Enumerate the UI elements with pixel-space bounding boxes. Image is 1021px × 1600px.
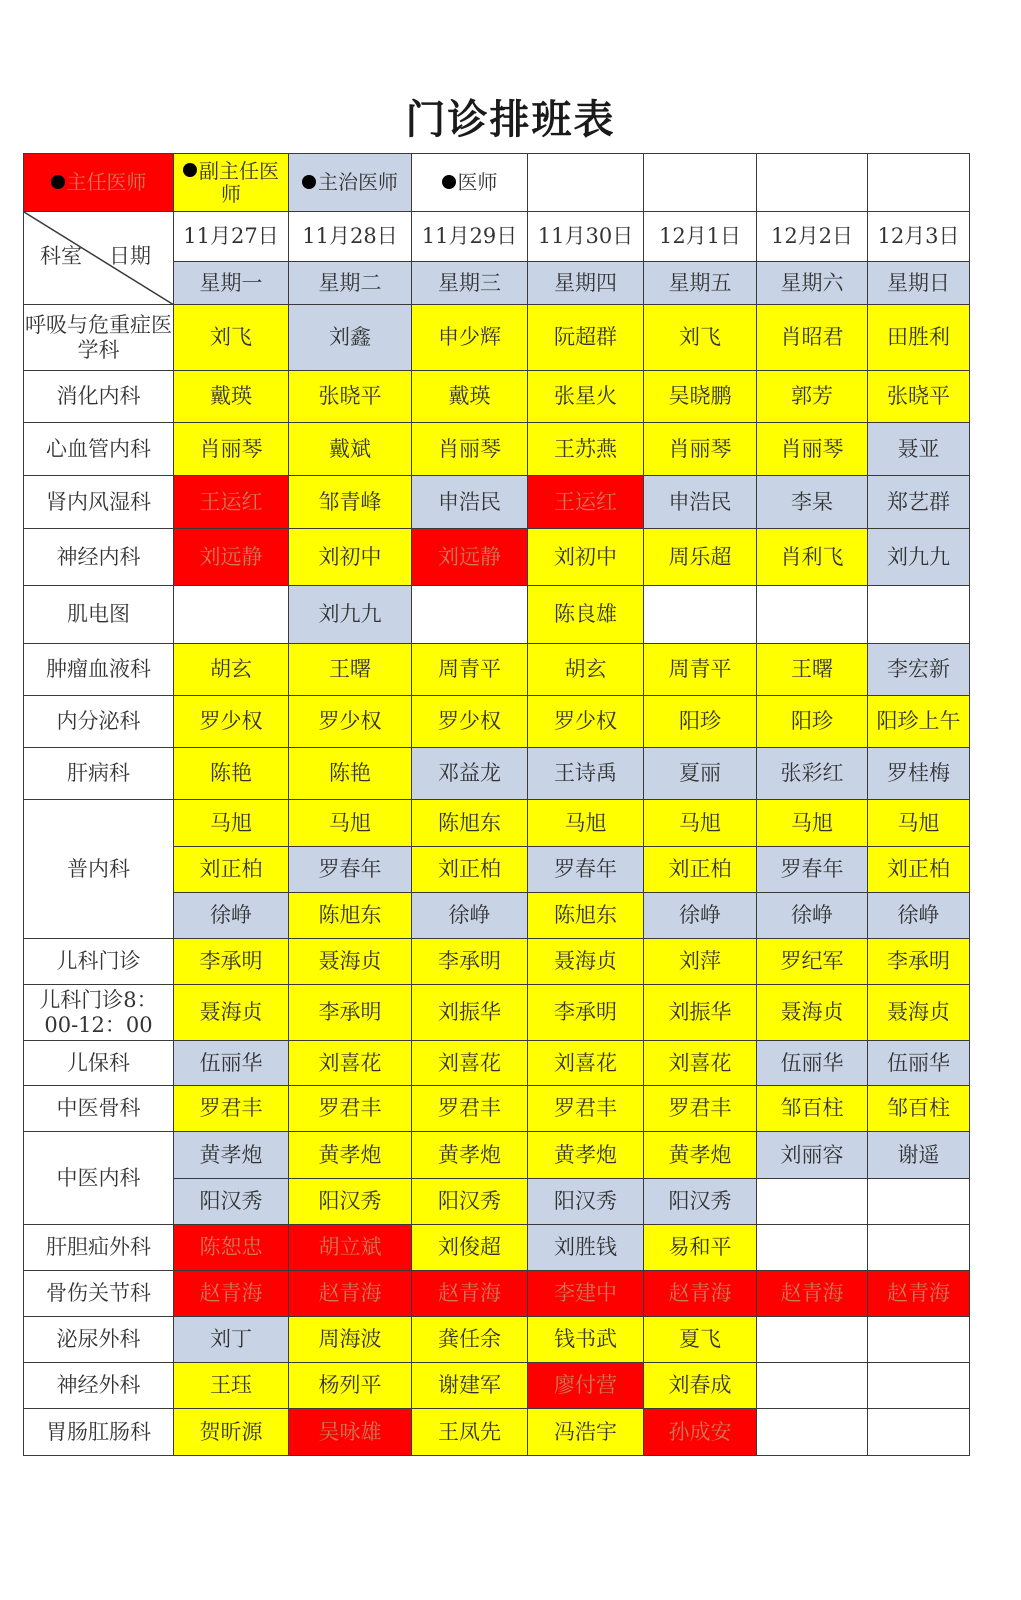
doctor-cell: 王珏 xyxy=(174,1363,289,1409)
doctor-cell: 阳汉秀 xyxy=(174,1179,289,1225)
doctor-cell: 马旭 xyxy=(868,800,970,847)
bullet-icon xyxy=(442,175,456,189)
page-title: 门诊排班表 xyxy=(405,97,616,143)
department-cell: 泌尿外科 xyxy=(24,1317,174,1363)
doctor-cell: 刘九九 xyxy=(289,586,412,644)
doctor-cell: 胡玄 xyxy=(174,644,289,696)
doctor-cell: 刘喜花 xyxy=(528,1041,644,1086)
schedule-table xyxy=(23,153,970,1456)
doctor-cell: 罗少权 xyxy=(412,696,528,748)
doctor-cell: 肖利飞 xyxy=(757,529,868,586)
doctor-cell: 张晓平 xyxy=(289,371,412,423)
doctor-cell: 刘正柏 xyxy=(412,847,528,893)
doctor-cell: 肖丽琴 xyxy=(174,423,289,476)
schedule-row xyxy=(24,371,970,423)
doctor-cell: 申浩民 xyxy=(412,476,528,529)
doctor-cell: 刘萍 xyxy=(644,939,757,985)
doctor-cell: 赵青海 xyxy=(412,1271,528,1317)
doctor-cell: 李宏新 xyxy=(868,644,970,696)
weekday-cell: 星期三 xyxy=(412,262,528,305)
schedule-row xyxy=(24,1271,970,1317)
doctor-cell: 黄孝炮 xyxy=(528,1132,644,1179)
doctor-cell: 罗少权 xyxy=(289,696,412,748)
empty-cell xyxy=(757,1363,868,1409)
doctor-cell: 徐峥 xyxy=(174,893,289,939)
doctor-cell: 阳汉秀 xyxy=(528,1179,644,1225)
empty-cell xyxy=(757,1179,868,1225)
doctor-cell: 刘喜花 xyxy=(412,1041,528,1086)
schedule-row xyxy=(24,985,970,1041)
doctor-cell: 阮超群 xyxy=(528,305,644,371)
schedule-row xyxy=(24,529,970,586)
schedule-row xyxy=(24,586,970,644)
date-row xyxy=(24,212,970,262)
doctor-cell: 刘胜钱 xyxy=(528,1225,644,1271)
date-cell: 11月27日 xyxy=(174,212,289,262)
date-cell: 12月2日 xyxy=(757,212,868,262)
doctor-cell: 刘鑫 xyxy=(289,305,412,371)
weekday-cell: 星期日 xyxy=(868,262,970,305)
bullet-icon xyxy=(51,175,65,189)
bullet-icon xyxy=(302,175,316,189)
legend-attending xyxy=(289,154,412,212)
department-cell: 骨伤关节科 xyxy=(24,1271,174,1317)
doctor-cell: 贺昕源 xyxy=(174,1409,289,1456)
doctor-cell: 罗春年 xyxy=(528,847,644,893)
doctor-cell: 阳珍 xyxy=(757,696,868,748)
schedule-row xyxy=(24,1409,970,1456)
doctor-cell: 田胜利 xyxy=(868,305,970,371)
doctor-cell: 罗纪军 xyxy=(757,939,868,985)
doctor-cell: 李承明 xyxy=(174,939,289,985)
department-cell: 内分泌科 xyxy=(24,696,174,748)
doctor-cell: 周青平 xyxy=(412,644,528,696)
department-cell: 呼吸与危重症医学科 xyxy=(24,305,174,371)
doctor-cell: 陈旭东 xyxy=(528,893,644,939)
doctor-cell: 马旭 xyxy=(644,800,757,847)
doctor-cell: 李承明 xyxy=(528,985,644,1041)
doctor-cell: 夏丽 xyxy=(644,748,757,800)
dept-label: 科室 xyxy=(40,244,82,268)
schedule-row xyxy=(24,305,970,371)
schedule-row xyxy=(24,748,970,800)
doctor-cell: 王曙 xyxy=(289,644,412,696)
doctor-cell: 戴斌 xyxy=(289,423,412,476)
doctor-cell: 阳珍上午 xyxy=(868,696,970,748)
doctor-cell: 刘正柏 xyxy=(644,847,757,893)
doctor-cell: 赵青海 xyxy=(644,1271,757,1317)
doctor-cell: 刘正柏 xyxy=(174,847,289,893)
schedule-row xyxy=(24,1041,970,1086)
doctor-cell: 刘振华 xyxy=(644,985,757,1041)
doctor-cell: 周海波 xyxy=(289,1317,412,1363)
doctor-cell: 阳汉秀 xyxy=(644,1179,757,1225)
doctor-cell: 陈旭东 xyxy=(412,800,528,847)
doctor-cell: 刘喜花 xyxy=(289,1041,412,1086)
empty-cell xyxy=(644,154,757,212)
doctor-cell: 刘远静 xyxy=(412,529,528,586)
weekday-cell: 星期一 xyxy=(174,262,289,305)
schedule-row xyxy=(24,1086,970,1132)
doctor-cell: 赵青海 xyxy=(289,1271,412,1317)
weekday-cell: 星期四 xyxy=(528,262,644,305)
doctor-cell: 刘喜花 xyxy=(644,1041,757,1086)
schedule-row xyxy=(24,939,970,985)
doctor-cell: 李承明 xyxy=(868,939,970,985)
doctor-cell: 刘远静 xyxy=(174,529,289,586)
empty-cell xyxy=(757,154,868,212)
doctor-cell: 罗君丰 xyxy=(174,1086,289,1132)
doctor-cell: 罗君丰 xyxy=(289,1086,412,1132)
empty-cell xyxy=(868,1363,970,1409)
doctor-cell: 马旭 xyxy=(289,800,412,847)
date-label: 日期 xyxy=(109,244,151,268)
department-cell: 胃肠肛肠科 xyxy=(24,1409,174,1456)
doctor-cell: 罗春年 xyxy=(289,847,412,893)
department-cell: 神经内科 xyxy=(24,529,174,586)
doctor-cell: 肖丽琴 xyxy=(757,423,868,476)
empty-cell xyxy=(868,1317,970,1363)
legend-chief xyxy=(24,154,174,212)
empty-cell xyxy=(528,154,644,212)
doctor-cell: 王凤先 xyxy=(412,1409,528,1456)
doctor-cell: 赵青海 xyxy=(174,1271,289,1317)
doctor-cell: 刘初中 xyxy=(289,529,412,586)
doctor-cell: 周乐超 xyxy=(644,529,757,586)
department-cell: 儿科门诊8：00-12：00 xyxy=(24,985,174,1041)
doctor-cell: 刘俊超 xyxy=(412,1225,528,1271)
doctor-cell: 刘振华 xyxy=(412,985,528,1041)
department-cell: 消化内科 xyxy=(24,371,174,423)
doctor-cell: 马旭 xyxy=(528,800,644,847)
legend-physician-label: 医师 xyxy=(457,170,498,194)
doctor-cell: 陈艳 xyxy=(174,748,289,800)
doctor-cell: 聂海贞 xyxy=(174,985,289,1041)
doctor-cell: 马旭 xyxy=(174,800,289,847)
doctor-cell: 邹百柱 xyxy=(757,1086,868,1132)
department-cell: 儿科门诊 xyxy=(24,939,174,985)
doctor-cell: 罗春年 xyxy=(757,847,868,893)
doctor-cell: 阳珍 xyxy=(644,696,757,748)
bullet-icon xyxy=(183,163,197,177)
department-cell: 中医内科 xyxy=(24,1132,174,1225)
doctor-cell: 徐峥 xyxy=(757,893,868,939)
doctor-cell: 刘初中 xyxy=(528,529,644,586)
doctor-cell: 徐峥 xyxy=(644,893,757,939)
doctor-cell: 邓益龙 xyxy=(412,748,528,800)
date-cell: 12月3日 xyxy=(868,212,970,262)
department-cell: 肌电图 xyxy=(24,586,174,644)
doctor-cell: 徐峥 xyxy=(412,893,528,939)
doctor-cell: 刘正柏 xyxy=(868,847,970,893)
weekday-cell: 星期五 xyxy=(644,262,757,305)
doctor-cell: 郭芳 xyxy=(757,371,868,423)
doctor-cell: 吴咏雄 xyxy=(289,1409,412,1456)
doctor-cell: 陈旭东 xyxy=(289,893,412,939)
doctor-cell: 陈艳 xyxy=(289,748,412,800)
legend-physician xyxy=(412,154,528,212)
doctor-cell: 胡立斌 xyxy=(289,1225,412,1271)
doctor-cell: 聂海贞 xyxy=(757,985,868,1041)
department-cell: 中医骨科 xyxy=(24,1086,174,1132)
legend-chief-label: 主任医师 xyxy=(66,170,147,194)
doctor-cell: 罗君丰 xyxy=(528,1086,644,1132)
doctor-cell: 罗少权 xyxy=(528,696,644,748)
department-cell: 儿保科 xyxy=(24,1041,174,1086)
legend-associate-label: 副主任医师 xyxy=(199,158,279,206)
doctor-cell: 胡玄 xyxy=(528,644,644,696)
doctor-cell: 龚任余 xyxy=(412,1317,528,1363)
doctor-cell: 杨列平 xyxy=(289,1363,412,1409)
doctor-cell: 周青平 xyxy=(644,644,757,696)
schedule-row xyxy=(24,1317,970,1363)
doctor-cell: 李杲 xyxy=(757,476,868,529)
date-cell: 12月1日 xyxy=(644,212,757,262)
schedule-row xyxy=(24,1225,970,1271)
doctor-cell: 郑艺群 xyxy=(868,476,970,529)
doctor-cell: 伍丽华 xyxy=(868,1041,970,1086)
department-cell: 神经外科 xyxy=(24,1363,174,1409)
doctor-cell: 肖丽琴 xyxy=(412,423,528,476)
doctor-cell: 徐峥 xyxy=(868,893,970,939)
empty-cell xyxy=(757,586,868,644)
department-cell: 普内科 xyxy=(24,800,174,939)
schedule-row xyxy=(24,800,970,847)
schedule-row xyxy=(24,476,970,529)
empty-cell xyxy=(868,1409,970,1456)
doctor-cell: 刘飞 xyxy=(174,305,289,371)
doctor-cell: 王运红 xyxy=(174,476,289,529)
empty-cell xyxy=(868,1225,970,1271)
doctor-cell: 夏飞 xyxy=(644,1317,757,1363)
empty-cell xyxy=(644,586,757,644)
doctor-cell: 阳汉秀 xyxy=(289,1179,412,1225)
doctor-cell: 聂亚 xyxy=(868,423,970,476)
doctor-cell: 聂海贞 xyxy=(868,985,970,1041)
doctor-cell: 伍丽华 xyxy=(757,1041,868,1086)
doctor-cell: 刘飞 xyxy=(644,305,757,371)
legend-attending-label: 主治医师 xyxy=(318,170,398,194)
doctor-cell: 陈恕忠 xyxy=(174,1225,289,1271)
empty-cell xyxy=(174,586,289,644)
doctor-cell: 赵青海 xyxy=(868,1271,970,1317)
doctor-cell: 王运红 xyxy=(528,476,644,529)
empty-cell xyxy=(412,586,528,644)
empty-cell xyxy=(757,1225,868,1271)
doctor-cell: 罗桂梅 xyxy=(868,748,970,800)
dept-date-header xyxy=(24,212,174,305)
empty-cell xyxy=(757,1409,868,1456)
empty-cell xyxy=(868,586,970,644)
schedule-row xyxy=(24,1132,970,1179)
schedule-row xyxy=(24,1363,970,1409)
date-cell: 11月30日 xyxy=(528,212,644,262)
doctor-cell: 张晓平 xyxy=(868,371,970,423)
doctor-cell: 刘春成 xyxy=(644,1363,757,1409)
doctor-cell: 聂海贞 xyxy=(289,939,412,985)
doctor-cell: 申浩民 xyxy=(644,476,757,529)
date-cell: 11月28日 xyxy=(289,212,412,262)
doctor-cell: 罗少权 xyxy=(174,696,289,748)
schedule-row xyxy=(24,423,970,476)
doctor-cell: 李承明 xyxy=(412,939,528,985)
doctor-cell: 王苏燕 xyxy=(528,423,644,476)
department-cell: 肾内风湿科 xyxy=(24,476,174,529)
doctor-cell: 刘九九 xyxy=(868,529,970,586)
doctor-cell: 黄孝炮 xyxy=(289,1132,412,1179)
doctor-cell: 张彩红 xyxy=(757,748,868,800)
doctor-cell: 王曙 xyxy=(757,644,868,696)
empty-cell xyxy=(868,154,970,212)
doctor-cell: 孙成安 xyxy=(644,1409,757,1456)
department-cell: 肿瘤血液科 xyxy=(24,644,174,696)
doctor-cell: 戴瑛 xyxy=(412,371,528,423)
doctor-cell: 刘丁 xyxy=(174,1317,289,1363)
doctor-cell: 聂海贞 xyxy=(528,939,644,985)
doctor-cell: 邹青峰 xyxy=(289,476,412,529)
doctor-cell: 陈良雄 xyxy=(528,586,644,644)
doctor-cell: 李承明 xyxy=(289,985,412,1041)
doctor-cell: 刘丽容 xyxy=(757,1132,868,1179)
doctor-cell: 李建中 xyxy=(528,1271,644,1317)
doctor-cell: 钱书武 xyxy=(528,1317,644,1363)
doctor-cell: 谢建军 xyxy=(412,1363,528,1409)
doctor-cell: 冯浩宇 xyxy=(528,1409,644,1456)
doctor-cell: 易和平 xyxy=(644,1225,757,1271)
doctor-cell: 罗君丰 xyxy=(412,1086,528,1132)
doctor-cell: 肖昭君 xyxy=(757,305,868,371)
doctor-cell: 马旭 xyxy=(757,800,868,847)
doctor-cell: 邹百柱 xyxy=(868,1086,970,1132)
legend-row xyxy=(24,154,970,212)
doctor-cell: 廖付营 xyxy=(528,1363,644,1409)
legend-associate-chief xyxy=(174,154,289,212)
doctor-cell: 阳汉秀 xyxy=(412,1179,528,1225)
doctor-cell: 王诗禹 xyxy=(528,748,644,800)
department-cell: 肝病科 xyxy=(24,748,174,800)
doctor-cell: 黄孝炮 xyxy=(174,1132,289,1179)
department-cell: 肝胆疝外科 xyxy=(24,1225,174,1271)
doctor-cell: 罗君丰 xyxy=(644,1086,757,1132)
doctor-cell: 黄孝炮 xyxy=(644,1132,757,1179)
doctor-cell: 谢遥 xyxy=(868,1132,970,1179)
doctor-cell: 张星火 xyxy=(528,371,644,423)
doctor-cell: 肖丽琴 xyxy=(644,423,757,476)
schedule-row xyxy=(24,644,970,696)
date-cell: 11月29日 xyxy=(412,212,528,262)
empty-cell xyxy=(868,1179,970,1225)
weekday-cell: 星期六 xyxy=(757,262,868,305)
weekday-cell: 星期二 xyxy=(289,262,412,305)
empty-cell xyxy=(757,1317,868,1363)
department-cell: 心血管内科 xyxy=(24,423,174,476)
doctor-cell: 伍丽华 xyxy=(174,1041,289,1086)
doctor-cell: 申少辉 xyxy=(412,305,528,371)
doctor-cell: 戴瑛 xyxy=(174,371,289,423)
schedule-row xyxy=(24,696,970,748)
doctor-cell: 黄孝炮 xyxy=(412,1132,528,1179)
doctor-cell: 吴晓鹏 xyxy=(644,371,757,423)
doctor-cell: 赵青海 xyxy=(757,1271,868,1317)
